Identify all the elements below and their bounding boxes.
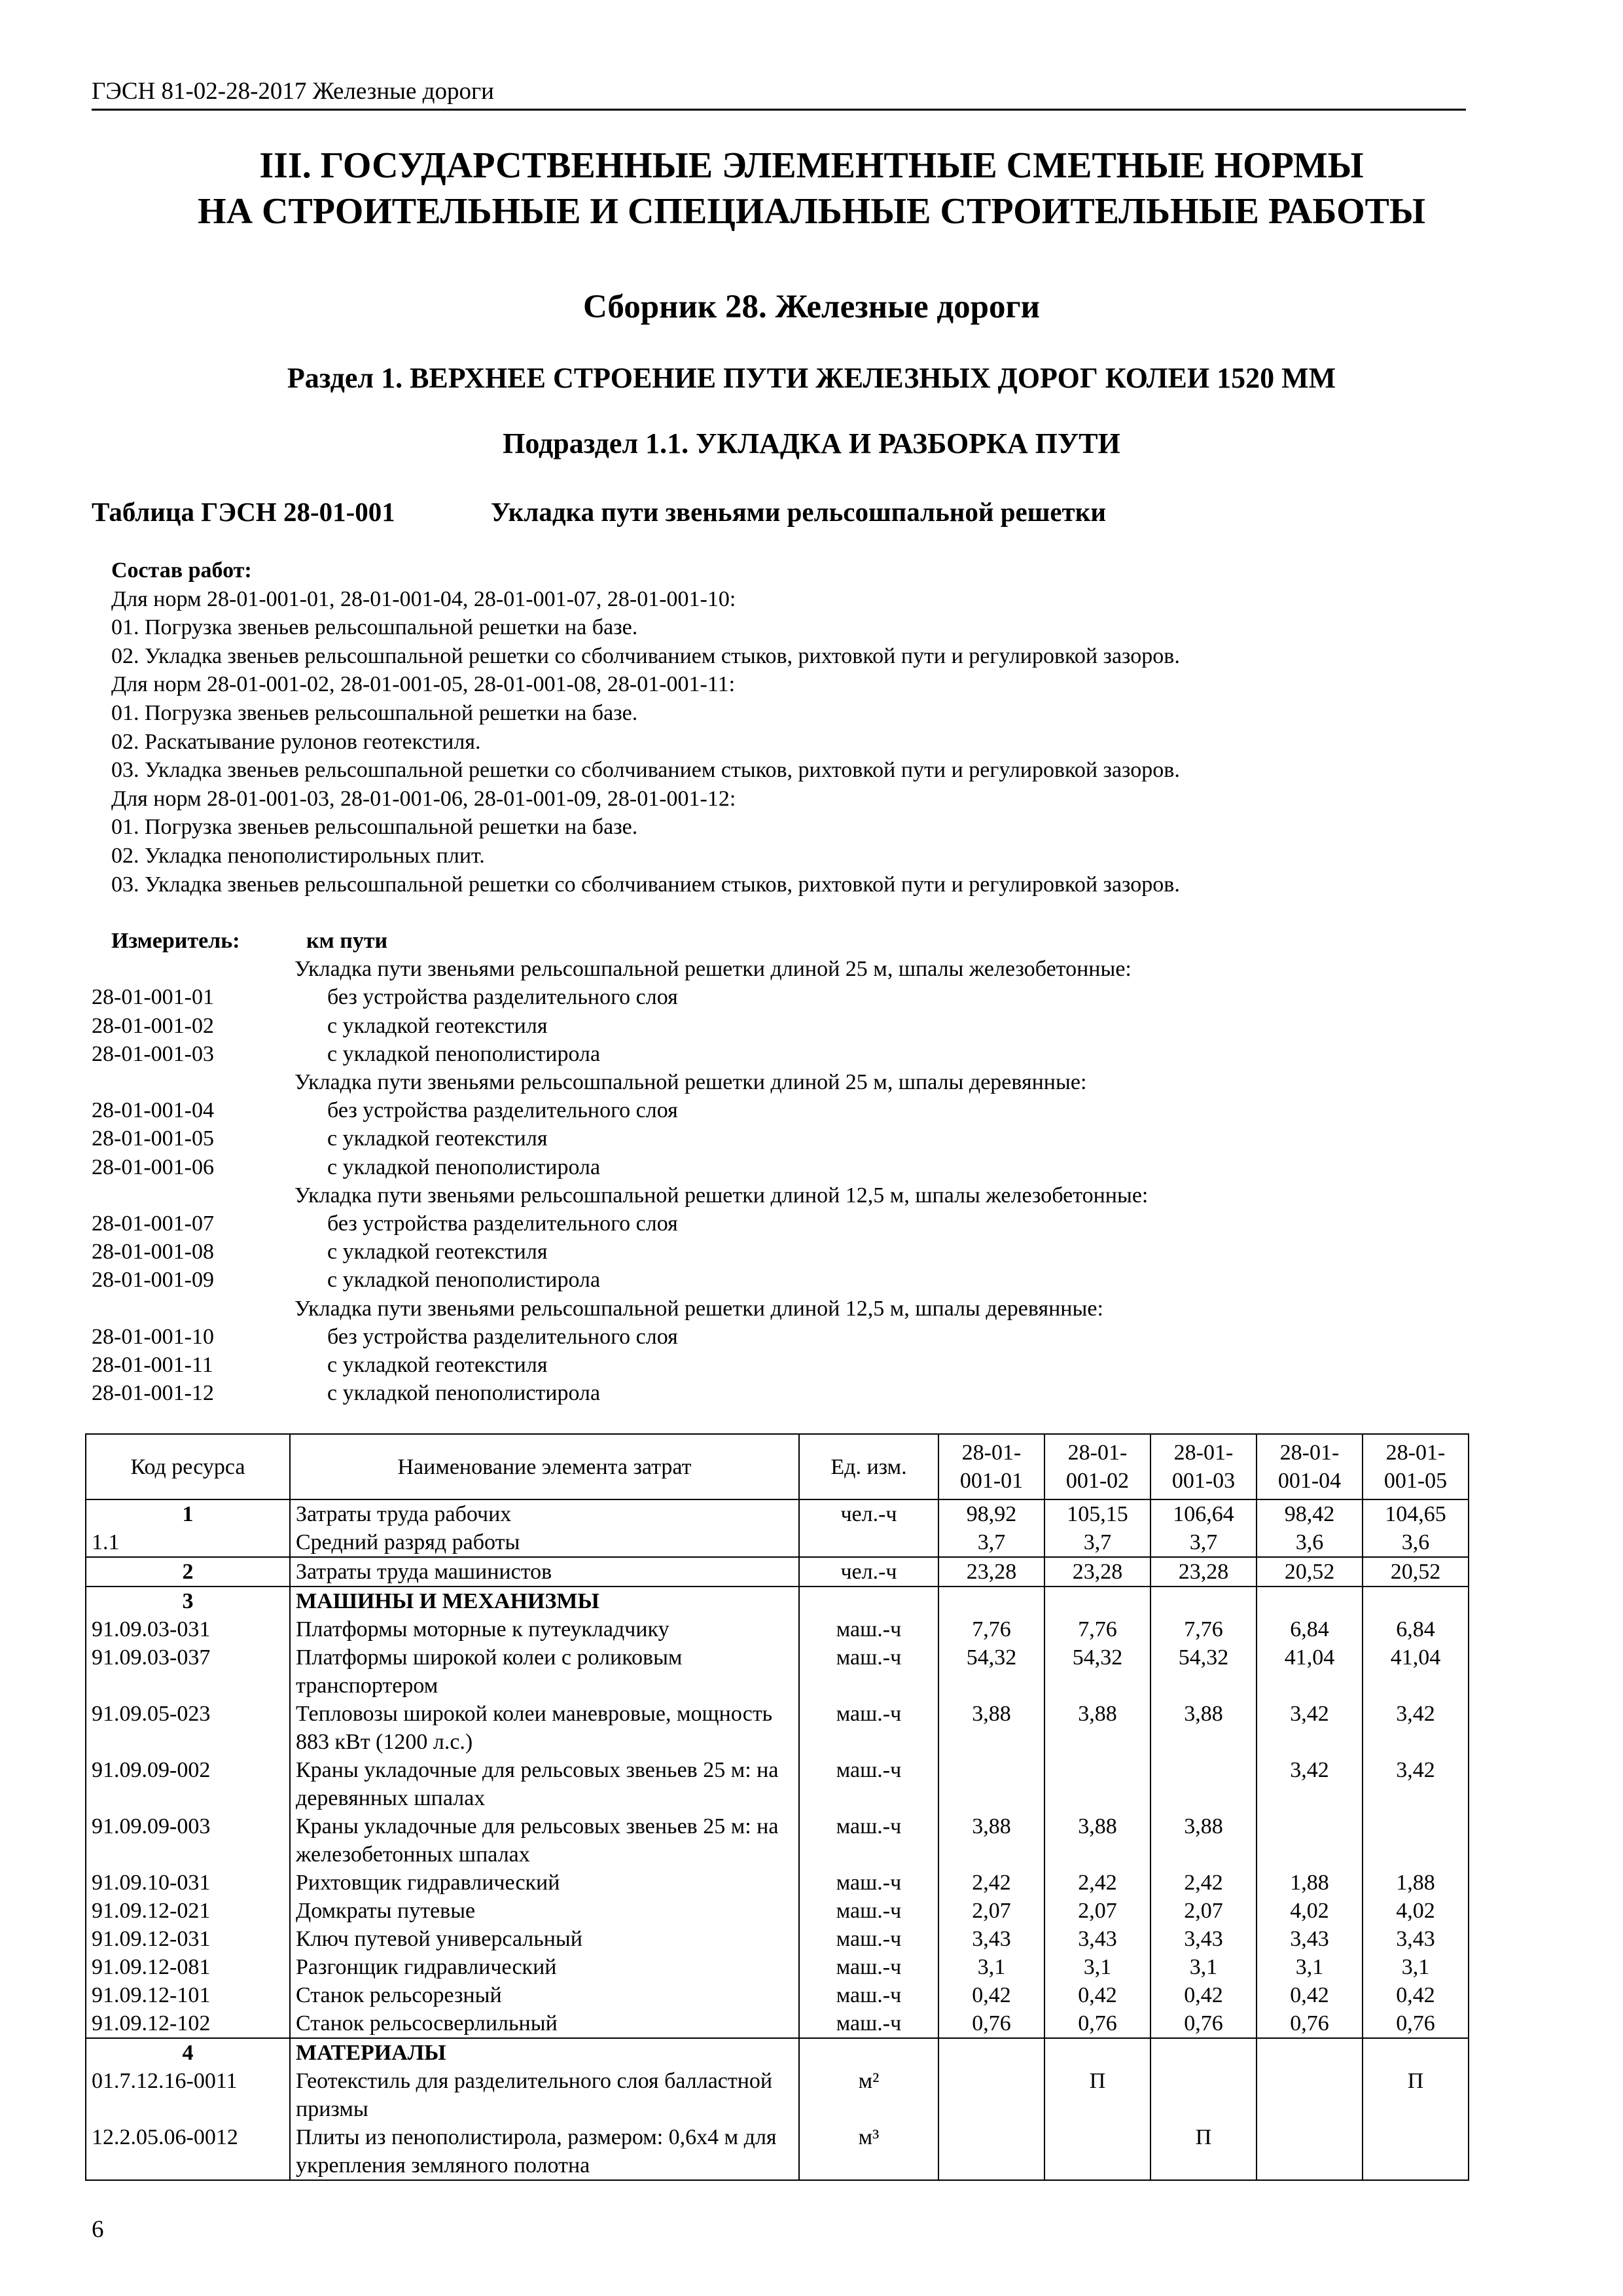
resource-name-cell: Затраты труда рабочих bbox=[290, 1499, 799, 1528]
norm-code bbox=[92, 1181, 294, 1210]
resource-code-cell: 4 bbox=[86, 2038, 290, 2067]
resource-name-cell: Плиты из пенополистирола, размером: 0,6х4 м для укрепления земляного полотна bbox=[290, 2123, 799, 2180]
value-cell: 23,28 bbox=[938, 1557, 1044, 1587]
resource-code-cell: 91.09.12-102 bbox=[86, 2009, 290, 2038]
unit-cell: маш.-ч bbox=[799, 1756, 938, 1812]
value-cell: 54,32 bbox=[1044, 1643, 1150, 1700]
norm-variant: с укладкой пенополистирола bbox=[327, 1268, 601, 1293]
norm-code: 28-01-001-02 bbox=[92, 1013, 214, 1038]
header-cell: 28-01-001-02 bbox=[1044, 1434, 1150, 1499]
norm-group-heading: Укладка пути звеньями рельсошпальной решетки длиной 12,5 м, шпалы деревянные: bbox=[294, 1296, 1103, 1321]
table-row bbox=[86, 1528, 1469, 1557]
value-cell: 3,88 bbox=[1044, 1812, 1150, 1869]
norm-code: 28-01-001-05 bbox=[92, 1126, 214, 1151]
norm-variant: с укладкой пенополистирола bbox=[327, 1155, 601, 1179]
work-line: 01. Погрузка звеньев рельсошпальной решетки на базе. bbox=[111, 700, 638, 725]
table-row bbox=[86, 2067, 1469, 2123]
norm-variant: с укладкой геотекстиля bbox=[327, 1013, 548, 1038]
resource-name-cell: Краны укладочные для рельсовых звеньев 25 м: на железобетонных шпалах bbox=[290, 1812, 799, 1869]
resource-name-cell: Платформы широкой колеи с роликовым транспортером bbox=[290, 1643, 799, 1700]
subsection-title: Подраздел 1.1. УКЛАДКА И РАЗБОРКА ПУТИ bbox=[503, 427, 1120, 459]
value-cell: 23,28 bbox=[1150, 1557, 1257, 1587]
table-body bbox=[86, 1499, 1469, 2180]
value-cell bbox=[1257, 2123, 1363, 2180]
value-cell: П bbox=[1363, 2067, 1469, 2123]
resource-name-cell: МАТЕРИАЛЫ bbox=[290, 2038, 799, 2067]
table-row bbox=[86, 2123, 1469, 2180]
part-title-line-2: НА СТРОИТЕЛЬНЫЕ И СПЕЦИАЛЬНЫЕ СТРОИТЕЛЬНЫЕ РАБОТЫ bbox=[198, 191, 1425, 232]
norm-code: 28-01-001-11 bbox=[92, 1353, 213, 1378]
work-line: 01. Погрузка звеньев рельсошпальной решетки на базе. bbox=[111, 815, 638, 840]
value-cell bbox=[938, 2123, 1044, 2180]
value-cell: 104,65 bbox=[1363, 1499, 1469, 1528]
norm-line bbox=[92, 955, 1531, 983]
value-cell: 1,88 bbox=[1257, 1869, 1363, 1897]
unit-cell: маш.-ч bbox=[799, 1812, 938, 1869]
collection-title: Сборник 28. Железные дороги bbox=[582, 289, 1041, 325]
work-line: 01. Погрузка звеньев рельсошпальной решетки на базе. bbox=[111, 615, 638, 640]
work-line: Для норм 28-01-001-02, 28-01-001-05, 28-01-001-08, 28-01-001-11: bbox=[111, 672, 736, 697]
table-label: Таблица ГЭСН 28-01-001 bbox=[92, 497, 395, 527]
table-row bbox=[86, 2009, 1469, 2038]
norm-line bbox=[92, 1040, 1531, 1068]
unit-cell: чел.-ч bbox=[799, 1499, 938, 1528]
norm-line bbox=[92, 1351, 1531, 1379]
resource-code-cell: 3 bbox=[86, 1587, 290, 1615]
value-cell bbox=[938, 2067, 1044, 2123]
value-cell: 54,32 bbox=[1150, 1643, 1257, 1700]
value-cell: 3,42 bbox=[1363, 1756, 1469, 1812]
header-cell: Наименование элемента затрат bbox=[290, 1434, 799, 1499]
norm-variant: с укладкой геотекстиля bbox=[327, 1353, 548, 1378]
resource-name-cell: Платформы моторные к путеукладчику bbox=[290, 1615, 799, 1643]
value-cell bbox=[1044, 1756, 1150, 1812]
norm-code: 28-01-001-04 bbox=[92, 1098, 214, 1123]
norm-variant: без устройства разделительного слоя bbox=[327, 985, 678, 1010]
table-row bbox=[86, 1587, 1469, 1615]
header-cell: 28-01-001-04 bbox=[1257, 1434, 1363, 1499]
norm-group-heading: Укладка пути звеньями рельсошпальной решетки длиной 12,5 м, шпалы железобетонные: bbox=[294, 1183, 1149, 1208]
resource-code-cell: 91.09.09-002 bbox=[86, 1756, 290, 1812]
resource-name-cell: Краны укладочные для рельсовых звеньев 25 м: на деревянных шпалах bbox=[290, 1756, 799, 1812]
resource-code-cell: 91.09.05-023 bbox=[86, 1700, 290, 1756]
value-cell: 7,76 bbox=[1044, 1615, 1150, 1643]
header-cell: Ед. изм. bbox=[799, 1434, 938, 1499]
value-cell bbox=[1257, 2067, 1363, 2123]
value-cell: 0,76 bbox=[1044, 2009, 1150, 2038]
value-cell: 105,15 bbox=[1044, 1499, 1150, 1528]
norm-line bbox=[92, 1238, 1531, 1266]
table-row bbox=[86, 1557, 1469, 1587]
value-cell: 3,7 bbox=[1044, 1528, 1150, 1557]
resource-code-cell: 91.09.12-081 bbox=[86, 1953, 290, 1981]
resource-code-cell: 91.09.03-037 bbox=[86, 1643, 290, 1700]
resource-table bbox=[85, 1433, 1469, 2181]
norm-line bbox=[92, 1379, 1531, 1407]
value-cell: 0,42 bbox=[1363, 1981, 1469, 2009]
value-cell: 3,6 bbox=[1363, 1528, 1469, 1557]
value-cell bbox=[1363, 1587, 1469, 1615]
norm-code: 28-01-001-08 bbox=[92, 1240, 214, 1265]
value-cell: 98,92 bbox=[938, 1499, 1044, 1528]
meter-block bbox=[92, 927, 1531, 1407]
value-cell: 3,1 bbox=[1257, 1953, 1363, 1981]
norm-code: 28-01-001-07 bbox=[92, 1211, 214, 1236]
unit-cell: маш.-ч bbox=[799, 1615, 938, 1643]
resource-name-cell: Домкраты путевые bbox=[290, 1897, 799, 1925]
norm-code bbox=[92, 1295, 294, 1323]
value-cell: 2,42 bbox=[1150, 1869, 1257, 1897]
value-cell: 3,43 bbox=[1044, 1925, 1150, 1953]
value-cell: 7,76 bbox=[1150, 1615, 1257, 1643]
table-row bbox=[86, 1643, 1469, 1700]
value-cell: П bbox=[1044, 2067, 1150, 2123]
value-cell: 3,1 bbox=[1150, 1953, 1257, 1981]
norm-line bbox=[92, 1266, 1531, 1294]
norm-lines bbox=[92, 955, 1531, 1407]
resource-code-cell: 91.09.12-021 bbox=[86, 1897, 290, 1925]
value-cell bbox=[1363, 1812, 1469, 1869]
work-line: 03. Укладка звеньев рельсошпальной решетки со сболчиванием стыков, рихтовкой пути и регулировкой зазоров. bbox=[111, 758, 1180, 783]
resource-code-cell: 12.2.05.06-0012 bbox=[86, 2123, 290, 2180]
unit-cell: маш.-ч bbox=[799, 1643, 938, 1700]
value-cell bbox=[938, 2038, 1044, 2067]
value-cell: 4,02 bbox=[1257, 1897, 1363, 1925]
value-cell: 4,02 bbox=[1363, 1897, 1469, 1925]
section-title: Раздел 1. ВЕРХНЕЕ СТРОЕНИЕ ПУТИ ЖЕЛЕЗНЫХ ДОРОГ КОЛЕИ 1520 ММ bbox=[287, 362, 1336, 394]
value-cell: 3,1 bbox=[938, 1953, 1044, 1981]
resource-code-cell: 91.09.12-031 bbox=[86, 1925, 290, 1953]
meter-label: Измеритель: bbox=[111, 929, 240, 953]
resource-name-cell: Тепловозы широкой колеи маневровые, мощность 883 кВт (1200 л.с.) bbox=[290, 1700, 799, 1756]
value-cell: 3,88 bbox=[938, 1812, 1044, 1869]
unit-cell: маш.-ч bbox=[799, 1869, 938, 1897]
header-cell: 28-01-001-03 bbox=[1150, 1434, 1257, 1499]
norm-code: 28-01-001-09 bbox=[92, 1268, 214, 1293]
value-cell: 41,04 bbox=[1257, 1643, 1363, 1700]
resource-code-cell: 01.7.12.16-0011 bbox=[86, 2067, 290, 2123]
table-row bbox=[86, 1812, 1469, 1869]
norm-code: 28-01-001-01 bbox=[92, 985, 214, 1010]
value-cell: 2,42 bbox=[938, 1869, 1044, 1897]
value-cell bbox=[1150, 2067, 1257, 2123]
value-cell: 20,52 bbox=[1257, 1557, 1363, 1587]
resource-name-cell: Средний разряд работы bbox=[290, 1528, 799, 1557]
value-cell: 3,7 bbox=[1150, 1528, 1257, 1557]
norm-group-heading: Укладка пути звеньями рельсошпальной решетки длиной 25 м, шпалы железобетонные: bbox=[294, 957, 1132, 982]
unit-cell: маш.-ч bbox=[799, 1981, 938, 2009]
value-cell: 2,07 bbox=[938, 1897, 1044, 1925]
unit-cell bbox=[799, 1587, 938, 1615]
part-title bbox=[0, 143, 1623, 234]
value-cell: 3,6 bbox=[1257, 1528, 1363, 1557]
value-cell: 106,64 bbox=[1150, 1499, 1257, 1528]
value-cell: 3,88 bbox=[1150, 1700, 1257, 1756]
value-cell: 3,7 bbox=[938, 1528, 1044, 1557]
norm-line bbox=[92, 1124, 1531, 1153]
table-row bbox=[86, 1700, 1469, 1756]
value-cell: 0,42 bbox=[1257, 1981, 1363, 2009]
value-cell: 1,88 bbox=[1363, 1869, 1469, 1897]
unit-cell bbox=[799, 2038, 938, 2067]
norm-variant: с укладкой геотекстиля bbox=[327, 1240, 548, 1265]
norm-line bbox=[92, 983, 1531, 1011]
norm-code: 28-01-001-06 bbox=[92, 1155, 214, 1179]
resource-code-cell: 1 bbox=[86, 1499, 290, 1528]
meter-unit: км пути bbox=[306, 929, 388, 953]
value-cell: 0,76 bbox=[1150, 2009, 1257, 2038]
table-row bbox=[86, 1981, 1469, 2009]
resource-name-cell: Разгонщик гидравлический bbox=[290, 1953, 799, 1981]
value-cell bbox=[1257, 1587, 1363, 1615]
table-title: Укладка пути звеньями рельсошпальной решетки bbox=[491, 497, 1106, 527]
norm-line bbox=[92, 1153, 1531, 1181]
value-cell: 3,43 bbox=[1257, 1925, 1363, 1953]
value-cell bbox=[1044, 2038, 1150, 2067]
unit-cell: маш.-ч bbox=[799, 1925, 938, 1953]
page-number: 6 bbox=[92, 2216, 104, 2243]
value-cell: 6,84 bbox=[1257, 1615, 1363, 1643]
value-cell: 0,42 bbox=[1044, 1981, 1150, 2009]
resource-name-cell: Станок рельсосверлильный bbox=[290, 2009, 799, 2038]
resource-name-cell: Рихтовщик гидравлический bbox=[290, 1869, 799, 1897]
value-cell bbox=[1257, 1812, 1363, 1869]
header-rule bbox=[92, 109, 1466, 111]
value-cell bbox=[1150, 2038, 1257, 2067]
value-cell: П bbox=[1150, 2123, 1257, 2180]
value-cell bbox=[1150, 1756, 1257, 1812]
norm-code: 28-01-001-10 bbox=[92, 1324, 214, 1349]
work-line: 02. Раскатывание рулонов геотекстиля. bbox=[111, 729, 481, 754]
unit-cell: м³ bbox=[799, 2123, 938, 2180]
unit-cell bbox=[799, 1528, 938, 1557]
value-cell: 98,42 bbox=[1257, 1499, 1363, 1528]
resource-name-cell: Ключ путевой универсальный bbox=[290, 1925, 799, 1953]
header-cell: 28-01-001-01 bbox=[938, 1434, 1044, 1499]
resource-name-cell: МАШИНЫ И МЕХАНИЗМЫ bbox=[290, 1587, 799, 1615]
value-cell: 7,76 bbox=[938, 1615, 1044, 1643]
part-title-line-1: III. ГОСУДАРСТВЕННЫЕ ЭЛЕМЕНТНЫЕ СМЕТНЫЕ НОРМЫ bbox=[259, 145, 1364, 186]
value-cell: 3,1 bbox=[1363, 1953, 1469, 1981]
resource-name-cell: Затраты труда машинистов bbox=[290, 1557, 799, 1587]
table-header-row bbox=[86, 1434, 1469, 1499]
resource-code-cell: 91.09.09-003 bbox=[86, 1812, 290, 1869]
table-row bbox=[86, 1869, 1469, 1897]
norm-line bbox=[92, 1068, 1531, 1096]
value-cell: 3,42 bbox=[1363, 1700, 1469, 1756]
table-row bbox=[86, 1756, 1469, 1812]
value-cell: 0,42 bbox=[1150, 1981, 1257, 2009]
value-cell: 3,1 bbox=[1044, 1953, 1150, 1981]
norm-group-heading: Укладка пути звеньями рельсошпальной решетки длиной 25 м, шпалы деревянные: bbox=[294, 1070, 1087, 1095]
unit-cell: маш.-ч bbox=[799, 2009, 938, 2038]
norm-code bbox=[92, 1068, 294, 1096]
work-line: 02. Укладка пенополистирольных плит. bbox=[111, 843, 485, 868]
work-composition bbox=[92, 556, 1180, 899]
norm-code: 28-01-001-12 bbox=[92, 1381, 214, 1406]
value-cell: 3,43 bbox=[938, 1925, 1044, 1953]
value-cell bbox=[938, 1587, 1044, 1615]
norm-code bbox=[92, 955, 294, 983]
meter-row bbox=[92, 927, 1531, 955]
unit-cell: чел.-ч bbox=[799, 1557, 938, 1587]
value-cell: 0,42 bbox=[938, 1981, 1044, 2009]
value-cell: 0,76 bbox=[1363, 2009, 1469, 2038]
work-line: Для норм 28-01-001-03, 28-01-001-06, 28-01-001-09, 28-01-001-12: bbox=[111, 786, 736, 811]
table-row bbox=[86, 1925, 1469, 1953]
table-row bbox=[86, 1897, 1469, 1925]
work-line: Для норм 28-01-001-01, 28-01-001-04, 28-01-001-07, 28-01-001-10: bbox=[111, 586, 736, 611]
value-cell bbox=[1363, 2123, 1469, 2180]
value-cell: 0,76 bbox=[1257, 2009, 1363, 2038]
value-cell: 3,42 bbox=[1257, 1756, 1363, 1812]
norm-line bbox=[92, 1012, 1531, 1040]
value-cell: 3,42 bbox=[1257, 1700, 1363, 1756]
value-cell: 3,88 bbox=[1044, 1700, 1150, 1756]
value-cell bbox=[1044, 1587, 1150, 1615]
value-cell bbox=[1363, 2038, 1469, 2067]
norm-line bbox=[92, 1323, 1531, 1351]
resource-code-cell: 91.09.03-031 bbox=[86, 1615, 290, 1643]
norm-variant: с укладкой пенополистирола bbox=[327, 1041, 601, 1066]
value-cell: 6,84 bbox=[1363, 1615, 1469, 1643]
table-row bbox=[86, 2038, 1469, 2067]
unit-cell: маш.-ч bbox=[799, 1897, 938, 1925]
work-line: 02. Укладка звеньев рельсошпальной решетки со сболчиванием стыков, рихтовкой пути и регулировкой зазоров. bbox=[111, 643, 1180, 668]
header-cell: 28-01-001-05 bbox=[1363, 1434, 1469, 1499]
norm-line bbox=[92, 1096, 1531, 1124]
value-cell: 23,28 bbox=[1044, 1557, 1150, 1587]
resource-code-cell: 1.1 bbox=[86, 1528, 290, 1557]
norm-line bbox=[92, 1210, 1531, 1238]
norm-code: 28-01-001-03 bbox=[92, 1041, 214, 1066]
value-cell: 3,43 bbox=[1363, 1925, 1469, 1953]
value-cell: 2,42 bbox=[1044, 1869, 1150, 1897]
resource-code-cell: 91.09.12-101 bbox=[86, 1981, 290, 2009]
value-cell: 20,52 bbox=[1363, 1557, 1469, 1587]
unit-cell: м² bbox=[799, 2067, 938, 2123]
value-cell bbox=[938, 1756, 1044, 1812]
work-label: Состав работ: bbox=[111, 558, 252, 583]
norm-variant: без устройства разделительного слоя bbox=[327, 1098, 678, 1123]
unit-cell: маш.-ч bbox=[799, 1700, 938, 1756]
value-cell: 2,07 bbox=[1150, 1897, 1257, 1925]
value-cell: 3,88 bbox=[938, 1700, 1044, 1756]
norm-variant: без устройства разделительного слоя bbox=[327, 1324, 678, 1349]
norm-variant: с укладкой геотекстиля bbox=[327, 1126, 548, 1151]
value-cell: 3,43 bbox=[1150, 1925, 1257, 1953]
norm-variant: с укладкой пенополистирола bbox=[327, 1381, 601, 1406]
table-row bbox=[86, 1953, 1469, 1981]
norm-line bbox=[92, 1181, 1531, 1210]
value-cell bbox=[1044, 2123, 1150, 2180]
norm-line bbox=[92, 1295, 1531, 1323]
unit-cell: маш.-ч bbox=[799, 1953, 938, 1981]
value-cell: 3,88 bbox=[1150, 1812, 1257, 1869]
table-row bbox=[86, 1499, 1469, 1528]
running-head: ГЭСН 81-02-28-2017 Железные дороги bbox=[92, 78, 494, 105]
resource-code-cell: 91.09.10-031 bbox=[86, 1869, 290, 1897]
value-cell: 0,76 bbox=[938, 2009, 1044, 2038]
value-cell: 54,32 bbox=[938, 1643, 1044, 1700]
header-cell: Код ресурса bbox=[86, 1434, 290, 1499]
value-cell: 2,07 bbox=[1044, 1897, 1150, 1925]
resource-name-cell: Станок рельсорезный bbox=[290, 1981, 799, 2009]
work-lines bbox=[92, 585, 1180, 899]
value-cell: 41,04 bbox=[1363, 1643, 1469, 1700]
resource-code-cell: 2 bbox=[86, 1557, 290, 1587]
value-cell bbox=[1150, 1587, 1257, 1615]
table-row bbox=[86, 1615, 1469, 1643]
work-line: 03. Укладка звеньев рельсошпальной решетки со сболчиванием стыков, рихтовкой пути и регулировкой зазоров. bbox=[111, 872, 1180, 897]
value-cell bbox=[1257, 2038, 1363, 2067]
norm-variant: без устройства разделительного слоя bbox=[327, 1211, 678, 1236]
resource-name-cell: Геотекстиль для разделительного слоя балластной призмы bbox=[290, 2067, 799, 2123]
